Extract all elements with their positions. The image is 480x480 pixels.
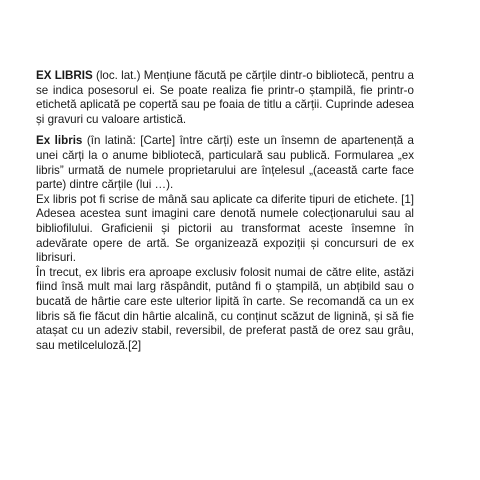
- entry-term: Ex libris: [36, 134, 83, 148]
- entry-definition: (loc. lat.) Mențiune făcută pe cărțile dintr-o bibliotecă, pentru a se indica posesorul ei. Se poate realiza fie printr-o ștampilă, fie printr-o etichetă aplicată pe copertă sau pe foaia de titlu a cărții. Cuprinde adesea și gravuri cu valoare artistică.: [36, 69, 414, 126]
- entry-ex-libris-short: [36, 69, 414, 127]
- entry-paragraph-2: Ex libris pot fi scrise de mână sau aplicate ca diferite tipuri de etichete. [1] Adesea acestea sunt imagini care denotă numele colecționarului sau al bibliofilului. Graficienii și pictorii au transformat aceste însemne în adevărate opere de artă. Se organizează expoziții și concursuri de ex librisuri.: [36, 192, 414, 265]
- entry-term: EX LIBRIS: [36, 69, 93, 82]
- entry-ex-libris-long: [36, 134, 414, 192]
- entry-paragraph-3: În trecut, ex libris era aproape exclusiv folosit numai de către elite, astăzi fiind însă mult mai larg răspândit, putând fi o ștampilă, un abțibild sau o bucată de hârtie care este ulterior lipită în carte. Se recomandă ca un ex libris să fie făcut din hârtie alcalină, cu conținut scăzut de lignină, și să fie atașat cu un adeziv stabil, reversibil, de preferat pastă de orez sau grâu, sau metilceluloză.[2]: [36, 265, 414, 352]
- entry-definition: (în latină: [Carte] între cărți) este un însemn de apartenență a unei cărți la o anume bibliotecă, particulară sau publică. Formularea „ex libris” urmată de numele proprietarului are înțelesul „(această carte face parte) dintre cărțile (lui …).: [36, 134, 414, 192]
